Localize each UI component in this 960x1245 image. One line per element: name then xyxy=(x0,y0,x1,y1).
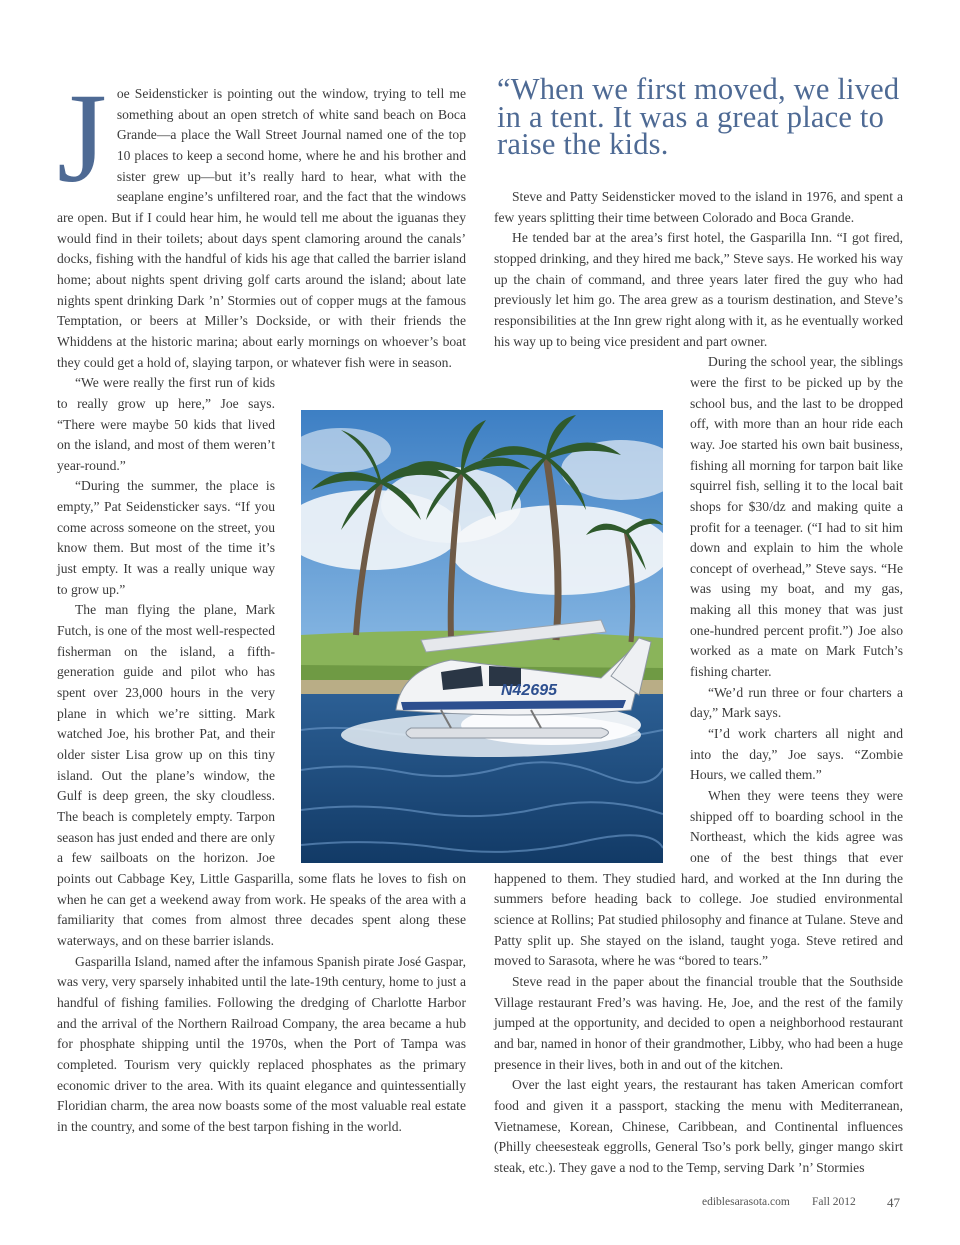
pull-quote: “When we first moved, we lived in a tent. It was a great place to raise the kids. xyxy=(497,72,900,161)
article-paragraph: “I’d work charters all night and into the day,” Joe says. “Zombie Hours, we called them.” xyxy=(690,726,903,783)
article-paragraph: During the school year, the siblings were the first to be picked up by the school bus, and the last to be dropped off, with more than an hour ride each way. Joe started his own bait business, fishing all morning for tarpon bait like squirrel fish, selling it to the local bait shops for $30/dz and making quite a profit for a teenager. (“I had to sit him down and explain to him the whole concept of overhead,” Steve says. “He was using my boat, and my gas, making all this money that was just one-hundred percent profit.”) Joe also worked as a mate on Mark Futch’s fishing charter. xyxy=(690,354,903,680)
page-number: 47 xyxy=(887,1195,900,1210)
article-paragraph: Steve read in the paper about the financial trouble that the Southside Village restaurant Fred’s was having. He, Joe, and the rest of the family jumped at the opportunity, and decided to open a neighborhood restaurant and bar, named in honor of their grandmother, Libby, who had been a huge presence in their lives, both in and out of the kitchen. xyxy=(494,973,903,1072)
article-paragraph: Over the last eight years, the restaurant has taken American comfort food and given it a passport, stacking the menu with Mediterranean, Vietnamese, Korean, Chinese, Caribbean, and Continental influences (Philly cheesesteak eggrolls, General Tso’s pork belly, ginger mango skirt steak, etc.). They gave a nod to the Temp, serving Dark ’n’ Stormies xyxy=(494,1077,903,1175)
article-paragraph: The man flying the plane, Mark Futch, is one of the most well-respected fisherman on the island, a fifth-generation guide and pilot who has spent over 23,000 hours in the very plane in which we’re sitting. Mark watched Joe, his brother Pat, and their older sister Lisa grow up on this tiny island. Out the plane’s window, the Gulf is deep green, the sky cloudless. The beach is completely empty. Tarpon season has just ended and there are only a few sailboats on the horizon. Joe points out Cabbage Key, Little Gasparilla, some flats he loves to fish on when he can get a weekend away from work. He speaks of the area with a familiarity that comes from almost three decades spent along these waterways, and on these barrier islands. xyxy=(57,602,466,948)
article-paragraph: When they were teens they were shipped off to boarding school in the Northeast, which the kids agree was one of the best things that ever happened to them. They studied hard, and worked at the Inn during the summers before heading back to college. Joe studied environmental science at Rollins; Pat studied philosophy and finance at Tulane. Steve and Patty split up. She stayed on the island, taught yoga. Steve retired and moved to Sarasota, where he was “bored to tears.” xyxy=(494,788,903,969)
article-paragraph: “We’d run three or four charters a day,” Mark says. xyxy=(690,684,903,721)
footer-site: ediblesarasota.com xyxy=(702,1196,790,1208)
article-paragraph: Steve and Patty Seidensticker moved to the island in 1976, and spent a few years splitting their time between Colorado and Boca Grande. xyxy=(494,189,903,225)
article-paragraph: He tended bar at the area’s first hotel, the Gasparilla Inn. “I got fired, stopped drinking, and they hired me back,” Steve says. He worked his way up the chain of command, and three years later fired the guy who had previously let him go. The area grew as a tourism destination, and Steve’s responsibilities at the Inn grew right along with it, as he eventually worked his way up to being vice president and part owner. xyxy=(494,230,903,349)
drop-cap: J xyxy=(57,67,107,209)
plane-tail-number: N42695 xyxy=(500,682,558,699)
footer-issue: Fall 2012 xyxy=(812,1196,856,1208)
article-paragraph: “We were really the first run of kids to really grow up here,” Joe says. “There were maybe 50 kids that lived on the island, and most of them weren’t year-round.” xyxy=(57,375,275,473)
article-paragraph: oe Seidensticker is pointing out the window, trying to tell me something about an open stretch of white sand beach on Boca Grande—a place the Wall Street Journal named one of the top 10 places to keep a second home, where he and his brother and sister grew up—but it’s really hard to hear, what with the seaplane engine’s unfiltered roar, and the fact that the windows are open. But if I could hear him, he would tell me about the iguanas they would find in their toilets; about days spent clamoring around the canals’ docks, fishing with the handful of kids his age that called the barrier island home; about nights spent driving golf carts around the island; about late nights spent drinking Dark ’n’ Stormies out of copper mugs at the famous Temptation, or beers at Miller’s Dockside, or with their friends the Whiddens at the historic marina; about early mornings on whoever’s boat they could get a hold of, slaying tarpon, or whatever fish were in season. xyxy=(57,86,466,370)
article-paragraph: Gasparilla Island, named after the infamous Spanish pirate José Gaspar, was very, very sparsely inhabited until the late-19th century, home to just a handful of fishing families. Following the dredging of Charlotte Harbor and the arrival of the Northern Railroad Company, the area became a hub for phosphate shipping until the 1970s, when the Port of Tampa was completed. Tourism very quickly replaced phosphates as the primary economic driver to the area. With its quaint elegance and quintessentially Floridian charm, the area now boasts some of the most valuable real estate in the country, and some of the best tarpon fishing in the world. xyxy=(57,953,466,1134)
article-paragraph: “During the summer, the place is empty,” Pat Seidensticker says. “If you come across someone on the street, you know them. But most of the time it’s just empty. It was a really unique way to grow up.” xyxy=(57,478,275,597)
seaplane-photo xyxy=(301,410,663,863)
